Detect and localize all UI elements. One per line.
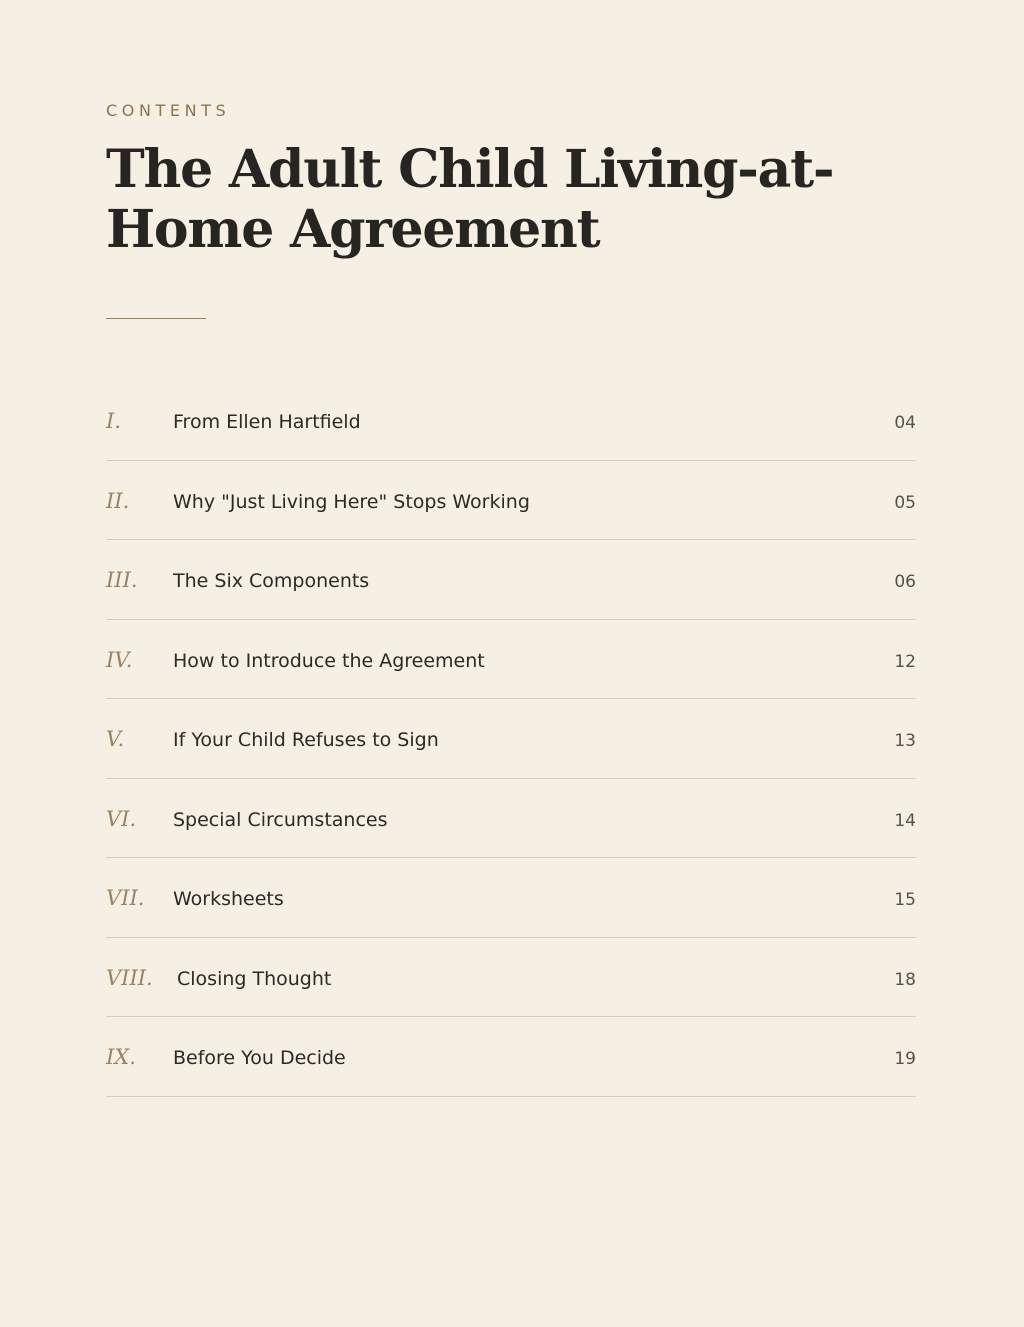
table-of-contents bbox=[106, 381, 916, 1097]
toc-page-number: 18 bbox=[894, 969, 916, 990]
toc-page-number: 05 bbox=[894, 492, 916, 513]
toc-numeral: VIII. bbox=[106, 965, 153, 990]
toc-entry-1[interactable] bbox=[106, 381, 916, 461]
toc-entry-8[interactable] bbox=[106, 938, 916, 1018]
toc-entry-5[interactable] bbox=[106, 699, 916, 779]
toc-entry-3[interactable] bbox=[106, 540, 916, 620]
toc-label: Before You Decide bbox=[173, 1047, 346, 1069]
toc-numeral: III. bbox=[106, 568, 138, 592]
toc-page-number: 04 bbox=[894, 413, 916, 433]
toc-page-number: 06 bbox=[894, 572, 916, 592]
toc-numeral: IX. bbox=[106, 1045, 136, 1069]
title-divider bbox=[106, 318, 206, 319]
toc-label: Worksheets bbox=[173, 888, 284, 910]
toc-entry-4[interactable] bbox=[106, 620, 916, 700]
toc-numeral: I. bbox=[106, 409, 121, 433]
toc-entry-6[interactable] bbox=[106, 779, 916, 859]
toc-page-number: 15 bbox=[894, 890, 916, 910]
toc-numeral: VII. bbox=[106, 886, 145, 910]
toc-label: How to Introduce the Agreement bbox=[173, 649, 485, 672]
toc-label: Closing Thought bbox=[177, 967, 332, 990]
toc-numeral: IV. bbox=[106, 647, 133, 672]
toc-label: Why "Just Living Here" Stops Working bbox=[173, 490, 530, 513]
contents-eyebrow: CONTENTS bbox=[106, 101, 231, 120]
toc-entry-9[interactable] bbox=[106, 1017, 916, 1097]
toc-numeral: II. bbox=[106, 488, 130, 513]
document-title: The Adult Child Living-at-Home Agreement bbox=[106, 139, 834, 260]
toc-label: The Six Components bbox=[173, 570, 370, 592]
toc-numeral: V. bbox=[106, 727, 125, 751]
toc-entry-2[interactable] bbox=[106, 461, 916, 541]
toc-entry-7[interactable] bbox=[106, 858, 916, 938]
toc-page-number: 12 bbox=[894, 651, 916, 672]
toc-label: Special Circumstances bbox=[173, 808, 388, 831]
toc-page-number: 13 bbox=[894, 731, 916, 751]
toc-page-number: 14 bbox=[894, 810, 916, 831]
toc-label: If Your Child Refuses to Sign bbox=[173, 729, 439, 751]
toc-page-number: 19 bbox=[894, 1049, 916, 1069]
toc-label: From Ellen Hartfield bbox=[173, 411, 361, 433]
toc-numeral: VI. bbox=[106, 806, 137, 831]
